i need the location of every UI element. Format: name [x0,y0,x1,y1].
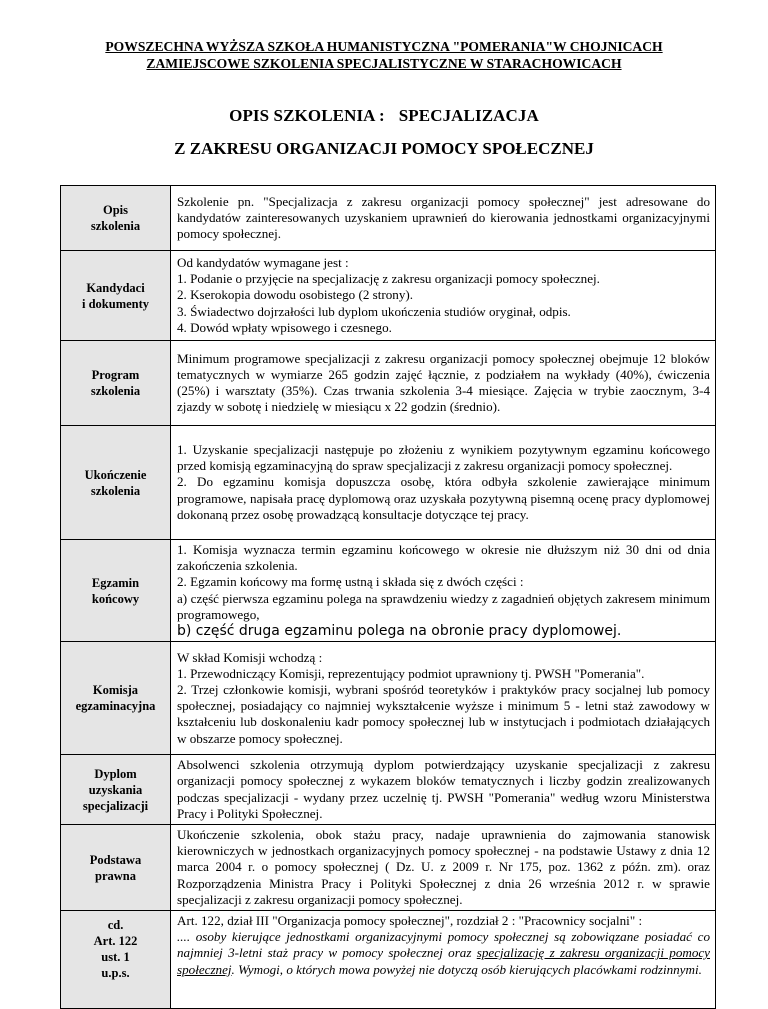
header-line-1: POWSZECHNA WYŻSZA SZKOŁA HUMANISTYCZNA "POMERANIA"W CHOJNICACH [105,39,663,54]
content-dyplom: Absolwenci szkolenia otrzymują dyplom potwierdzający uzyskanie specjalizacji z zakresu organizacji pomocy społecznej z wykazem bloków tematycznych i liczby godzin zrealizowanych podczas specjalizacji - wydany przez uczelnię tj. PWSH "Pomerania" według wzoru Ministerstwa Pracy i Polityki Społecznej. [171,755,716,825]
art-italic-b: . Wymogi, o których mowa powyżej nie dotyczą osób kierujących placówkami rodzinnymi. [231,961,702,977]
label-opis: Opis szkolenia [61,186,171,251]
egzamin-p4: b) część druga egzaminu polega na obronie pracy dyplomowej. [177,623,622,640]
egzamin-p1: 1. Komisja wyznacza termin egzaminu końcowego w okresie nie dłuższym niż 30 dni od dnia zakończenia szkolenia. [177,542,710,574]
page-subtitle: Z ZAKRESU ORGANIZACJI POMOCY SPOŁECZNEJ [174,139,594,158]
row-komisja [61,642,716,755]
label-ukonczenie: Ukończenie szkolenia [61,426,171,540]
row-dyplom [61,755,716,825]
row-podstawa [61,825,716,911]
list-item: 3. Świadectwo dojrzałości lub dyplom ukończenia studiów oryginał, odpis. [177,303,571,319]
title-part-b: SPECJALIZACJA [398,106,539,125]
list-item: 2. Kserokopia dowodu osobistego (2 strony). [177,287,414,303]
label-podstawa: Podstawa prawna [61,825,171,911]
label-egzamin: Egzamin końcowy [61,540,171,642]
komisja-p3: 2. Trzej członkowie komisji, wybrani spośród teoretyków i praktyków pracy socjalnej lub pomocy społecznej, posiadający co najmniej wykształcenie wyższe i minimum 5 - letni staż zawodowy w kształceniu lub doskonaleniu kadr pomocy społecznej lub w instytucjach i podmiotach działających w obszarze pomocy społecznej. [177,682,710,746]
row-opis [61,186,716,251]
row-program [61,341,716,426]
komisja-p1: W skład Komisji wchodzą : [177,649,323,665]
list-item: 4. Dowód wpłaty wpisowego i czesnego. [177,319,392,335]
row-egzamin [61,540,716,642]
egzamin-p2: 2. Egzamin końcowy ma formę ustną i składa się z dwóch części : [177,574,524,590]
content-kandydaci [171,251,716,341]
content-ukonczenie [171,426,716,540]
label-kandydaci: Kandydaci i dokumenty [61,251,171,341]
art-underlined: specjalizację z zakresu organizacji pomocy społecznej [177,945,710,977]
row-kandydaci [61,251,716,341]
row-ukonczenie [61,426,716,540]
content-komisja [171,642,716,755]
header-line-2: ZAMIEJSCOWE SZKOLENIA SPECJALISTYCZNE W STARACHOWICACH [146,56,622,71]
content-program: Minimum programowe specjalizacji z zakresu organizacji pomocy społecznej obejmuje 12 bloków tematycznych w wymiarze 265 godzin zajęć łącznie, z podziałem na wykłady (40%), ćwiczenia (25%) i warsztaty (35%). Czas trwania szkolenia 3-4 miesiące. Zajęcia w trybie zaocznym, 3-4 zjazdy w sobotę i niedzielę w miesiącu x 22 godzin (średnio). [171,341,716,426]
course-description-table [60,185,716,1009]
list-item: 1. Podanie o przyjęcie na specjalizację z zakresu organizacji pomocy społecznej. [177,271,600,287]
ukonczenie-p1: 1. Uzyskanie specjalizacji następuje po złożeniu z wynikiem pozytywnym egzaminu końcowego przed komisją egzaminacyjną do spraw specjalizacji z zakresu organizacji pomocy społecznej. [177,441,710,474]
label-komisja: Komisja egzaminacyjna [61,642,171,755]
label-program: Program szkolenia [61,341,171,426]
title-part-a: OPIS SZKOLENIA : [229,106,385,125]
egzamin-p3: a) część pierwsza egzaminu polega na sprawdzeniu wiedzy z zagadnień objętych zakresem minimum programowego, [177,590,710,622]
art-italic-a: .... osoby kierujące jednostkami organizacyjnymi pomocy społecznej są zobowiązane posiadać co najmniej 3-letni staż pracy w pomocy społecznej oraz [177,929,710,961]
art-line1: Art. 122, dział III "Organizacja pomocy społecznej", rozdział 2 : "Pracownicy socjalni" : [177,913,643,929]
content-opis: Szkolenie pn. "Specjalizacja z zakresu organizacji pomocy społecznej" jest adresowane do kandydatów zainteresowanych uzyskaniem uprawnień do kierowania jednostkami organizacyjnymi pomocy społecznej. [171,186,716,251]
label-art: cd. Art. 122 ust. 1 u.p.s. [61,911,171,1009]
label-dyplom: Dyplom uzyskania specjalizacji [61,755,171,825]
komisja-p2: 1. Przewodniczący Komisji, reprezentujący podmiot uprawniony tj. PWSH "Pomerania". [177,665,645,681]
kandydaci-intro: Od kandydatów wymagane jest : [177,254,349,270]
ukonczenie-p2: 2. Do egzaminu komisja dopuszcza osobę, która odbyła szkolenie zawierające minimum programowe, napisała pracę dyplomową oraz uzyskała pozytywną pisemną ocenę pracy dyplomowej dokonaną przez osobę prowadzącą konsultacje dotyczące tej pracy. [177,474,710,522]
content-egzamin [171,540,716,642]
content-podstawa: Ukończenie szkolenia, obok stażu pracy, nadaje uprawnienia do zajmowania stanowisk kierowniczych w jednostkach organizacyjnych pomocy społecznej - na podstawie Ustawy z dnia 12 marca 2004 r. o pomocy społecznej ( Dz. U. z 2009 r. Nr 175, poz. 1362 z późn. zm). oraz Rozporządzenia Ministra Pracy i Polityki Społecznej z dnia 26 września 2012 r. w sprawie specjalizacji z zakresu organizacji pomocy społecznej. [171,825,716,911]
page-title [0,106,768,126]
